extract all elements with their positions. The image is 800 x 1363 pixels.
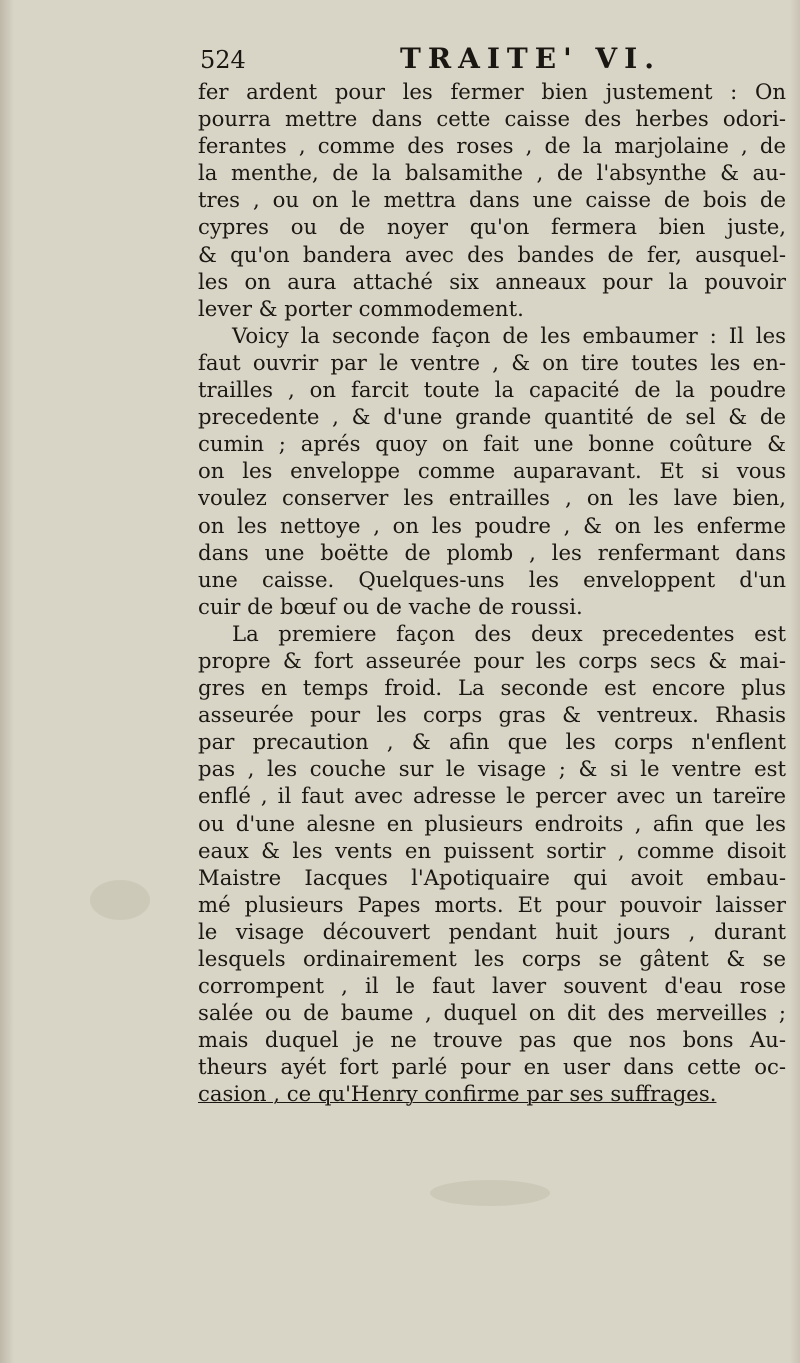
text-line: mé plusieurs Papes morts. Et pour pouvoir laisser	[198, 891, 786, 917]
text-line: enflé , il faut avec adresse le percer avec un tareïre	[198, 783, 786, 809]
running-title: TRAITE' VI.	[400, 42, 661, 75]
text-line: par precaution , & afin que les corps n'enflent	[198, 729, 786, 755]
text-line: gres en temps froid. La seconde est encore plus	[198, 675, 786, 701]
body-text	[198, 78, 786, 1108]
text-line: ferantes , comme des roses , de la marjolaine , de	[198, 133, 786, 159]
paragraph-start-line: La premiere façon des deux precedentes est	[232, 620, 786, 646]
text-line: pas , les couche sur le visage ; & si le ventre est	[198, 756, 786, 782]
text-line: asseurée pour les corps gras & ventreux. Rhasis	[198, 702, 786, 728]
text-line: voulez conserver les entrailles , on les lave bien,	[198, 485, 786, 511]
text-line: mais duquel je ne trouve pas que nos bons Au-	[198, 1027, 786, 1053]
text-line: theurs ayét fort parlé pour en user dans cette oc-	[198, 1054, 786, 1080]
page-edge	[790, 0, 800, 1363]
page-number: 524	[200, 46, 246, 74]
text-line: on les nettoye , on les poudre , & on les enferme	[198, 512, 786, 538]
paper-stain	[430, 1180, 550, 1206]
text-line: faut ouvrir par le ventre , & on tire toutes les en-	[198, 349, 786, 375]
text-line: salée ou de baume , duquel on dit des merveilles ;	[198, 1000, 786, 1026]
text-line: trailles , on farcit toute la capacité de la poudre	[198, 377, 786, 403]
text-line: eaux & les vents en puissent sortir , comme disoit	[198, 837, 786, 863]
text-line: pourra mettre dans cette caisse des herbes odori-	[198, 106, 786, 132]
paragraph-start-line: Voicy la seconde façon de les embaumer : Il les	[232, 322, 786, 348]
text-line: Maistre Iacques l'Apotiquaire qui avoit embau-	[198, 864, 786, 890]
text-line: precedente , & d'une grande quantité de sel & de	[198, 404, 786, 430]
text-line: la menthe, de la balsamithe , de l'absynthe & au-	[198, 160, 786, 186]
text-line: on les enveloppe comme auparavant. Et si vous	[198, 458, 786, 484]
text-line: cuir de bœuf ou de vache de roussi.	[198, 593, 583, 619]
text-line: cumin ; aprés quoy on fait une bonne coûture &	[198, 431, 786, 457]
gutter-shadow	[0, 0, 14, 1363]
text-line: le visage découvert pendant huit jours , durant	[198, 918, 786, 944]
text-line: ou d'une alesne en plusieurs endroits , afin que les	[198, 810, 786, 836]
paper-stain	[90, 880, 150, 920]
text-line: propre & fort asseurée pour les corps secs & mai-	[198, 647, 786, 673]
text-line: corrompent , il le faut laver souvent d'eau rose	[198, 973, 786, 999]
text-line: & qu'on bandera avec des bandes de fer, ausquel-	[198, 241, 786, 267]
text-line: lever & porter commodement.	[198, 295, 524, 321]
text-line: une caisse. Quelques-uns les enveloppent d'un	[198, 566, 786, 592]
text-line: tres , ou on le mettra dans une caisse de bois de	[198, 187, 786, 213]
text-line: les on aura attaché six anneaux pour la pouvoir	[198, 268, 786, 294]
text-line: lesquels ordinairement les corps se gâtent & se	[198, 946, 786, 971]
text-line: cypres ou de noyer qu'on fermera bien juste,	[198, 214, 786, 240]
text-line: dans une boëtte de plomb , les renfermant dans	[198, 539, 786, 565]
text-line: casion , ce qu'Henry confirme par ses suffrages.	[198, 1081, 717, 1107]
page-header	[200, 42, 780, 78]
text-line: fer ardent pour les fermer bien justement : On	[198, 79, 786, 104]
